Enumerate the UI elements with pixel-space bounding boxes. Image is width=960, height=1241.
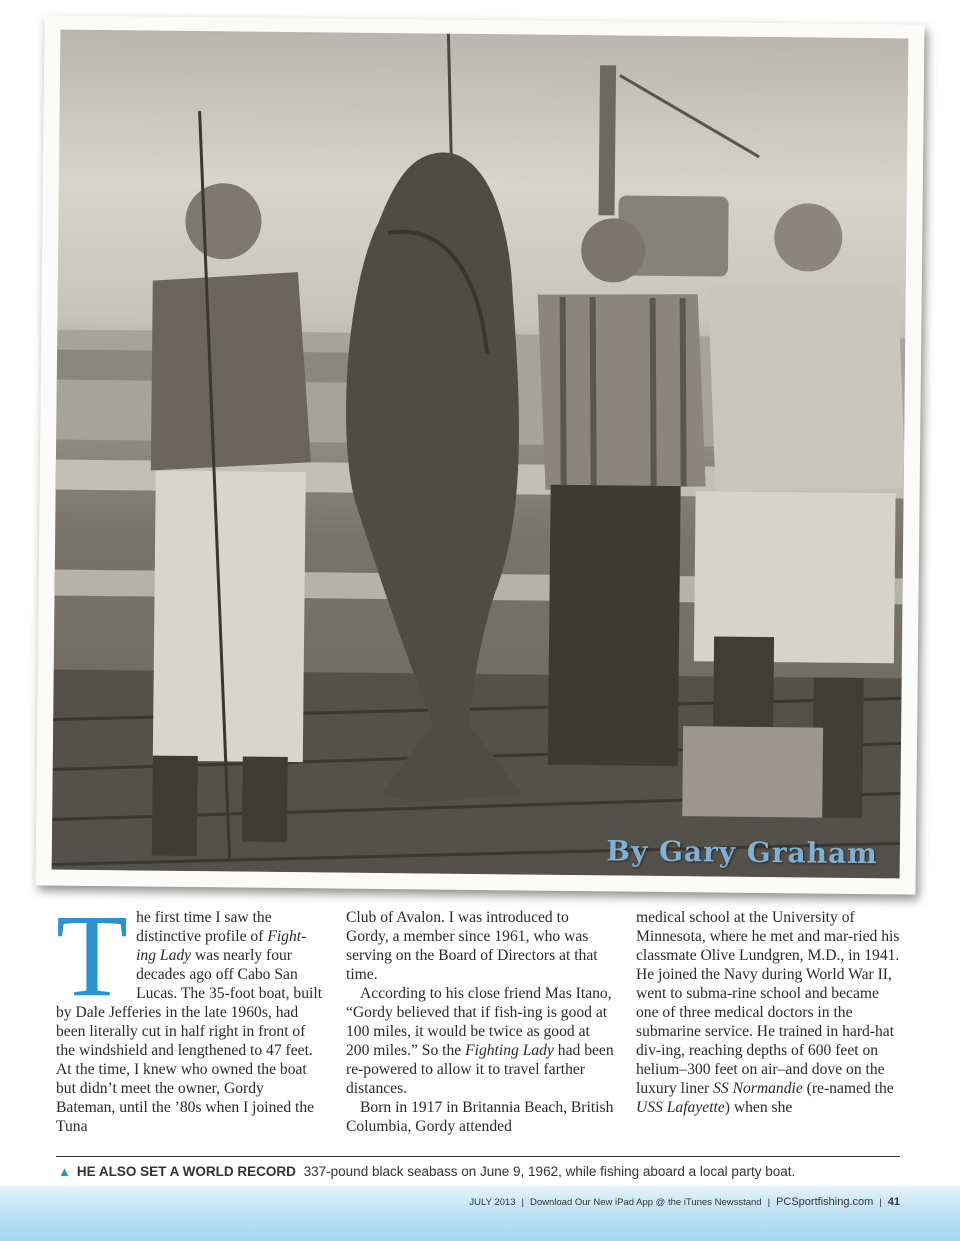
black-seabass-photo [52, 30, 909, 879]
paragraph-text: had been re-powered to allow it to travel farther distances. [346, 1042, 614, 1097]
paragraph-text: ) when she [724, 1099, 793, 1116]
article-column-1 [56, 890, 324, 1144]
article-column-3 [636, 908, 904, 1144]
article-paragraph [56, 890, 324, 1136]
app-promo-link[interactable]: Download Our New iPad App @ the iTunes Newsstand [529, 1197, 762, 1208]
article-paragraph [346, 984, 614, 1098]
caption-text: 337-pound black seabass on June 9, 1962, while fishing aboard a local party boat. [303, 1164, 796, 1179]
article-paragraph [636, 908, 904, 1117]
boat-name-italic: Fighting Lady [465, 1042, 554, 1059]
page-footer [469, 1196, 900, 1208]
footer-separator: | [879, 1197, 882, 1208]
drop-cap: T [56, 890, 129, 1021]
paragraph-text: he first time I saw the distinctive profile of [136, 909, 272, 945]
paragraph-text: (re-named the [802, 1080, 894, 1097]
photo-caption [58, 1164, 918, 1179]
footer-separator: | [767, 1197, 771, 1208]
triangle-up-icon: ▲ [58, 1164, 71, 1179]
boat-name-italic: Fight-ing Lady [136, 928, 307, 964]
article-column-2 [346, 908, 614, 1144]
footer-band [0, 1186, 960, 1241]
caption-rule [56, 1156, 900, 1157]
article-paragraph: Born in 1917 in Britannia Beach, British Columbia, Gordy attended [346, 1099, 614, 1135]
article-paragraph: Club of Avalon. I was introduced to Gordy, a member since 1961, who was serving on the Board of Directors at that time. [346, 909, 598, 983]
photo-illustration [52, 30, 909, 879]
issue-date: JULY 2013 [469, 1197, 516, 1208]
paragraph-text: According to his close friend Mas Itano, “Gordy believed that if fish-ing is good at 100 miles, it would be twice as good at 200 miles.” So the [346, 985, 612, 1059]
page-number: 41 [887, 1196, 900, 1208]
byline: By Gary Graham [606, 834, 879, 871]
paragraph-text: medical school at the University of Minnesota, where he met and mar-ried his classmate Olive Lundgren, M.D., in 1941. He joined the Navy during World War II, went to subma-rine school and became one of three medical doctors in the submarine service. He trained in hard-hat div-ing, reaching depths of 600 feet on helium–300 feet on air–and dove on the luxury liner [636, 909, 900, 1097]
article-body [56, 890, 900, 1144]
paragraph-text: was nearly four decades ago off Cabo San Lucas. The 35-foot boat, built by Dale Jefferies in the late 1960s, had been literally cut in half right in front of the windshield and lengthened to 47 feet. At the time, I knew who owned the boat but didn’t meet the owner, Gordy Bateman, until the ’80s when I joined the Tuna [56, 947, 323, 1135]
ship-name-italic: USS Lafayette [636, 1099, 725, 1116]
footer-separator: | [521, 1197, 524, 1208]
caption-lead: HE ALSO SET A WORLD RECORD [76, 1164, 296, 1179]
website-link[interactable]: PCSportfishing.com [776, 1196, 874, 1208]
ship-name-italic: SS Normandie [713, 1080, 803, 1097]
photo-frame [35, 15, 924, 894]
